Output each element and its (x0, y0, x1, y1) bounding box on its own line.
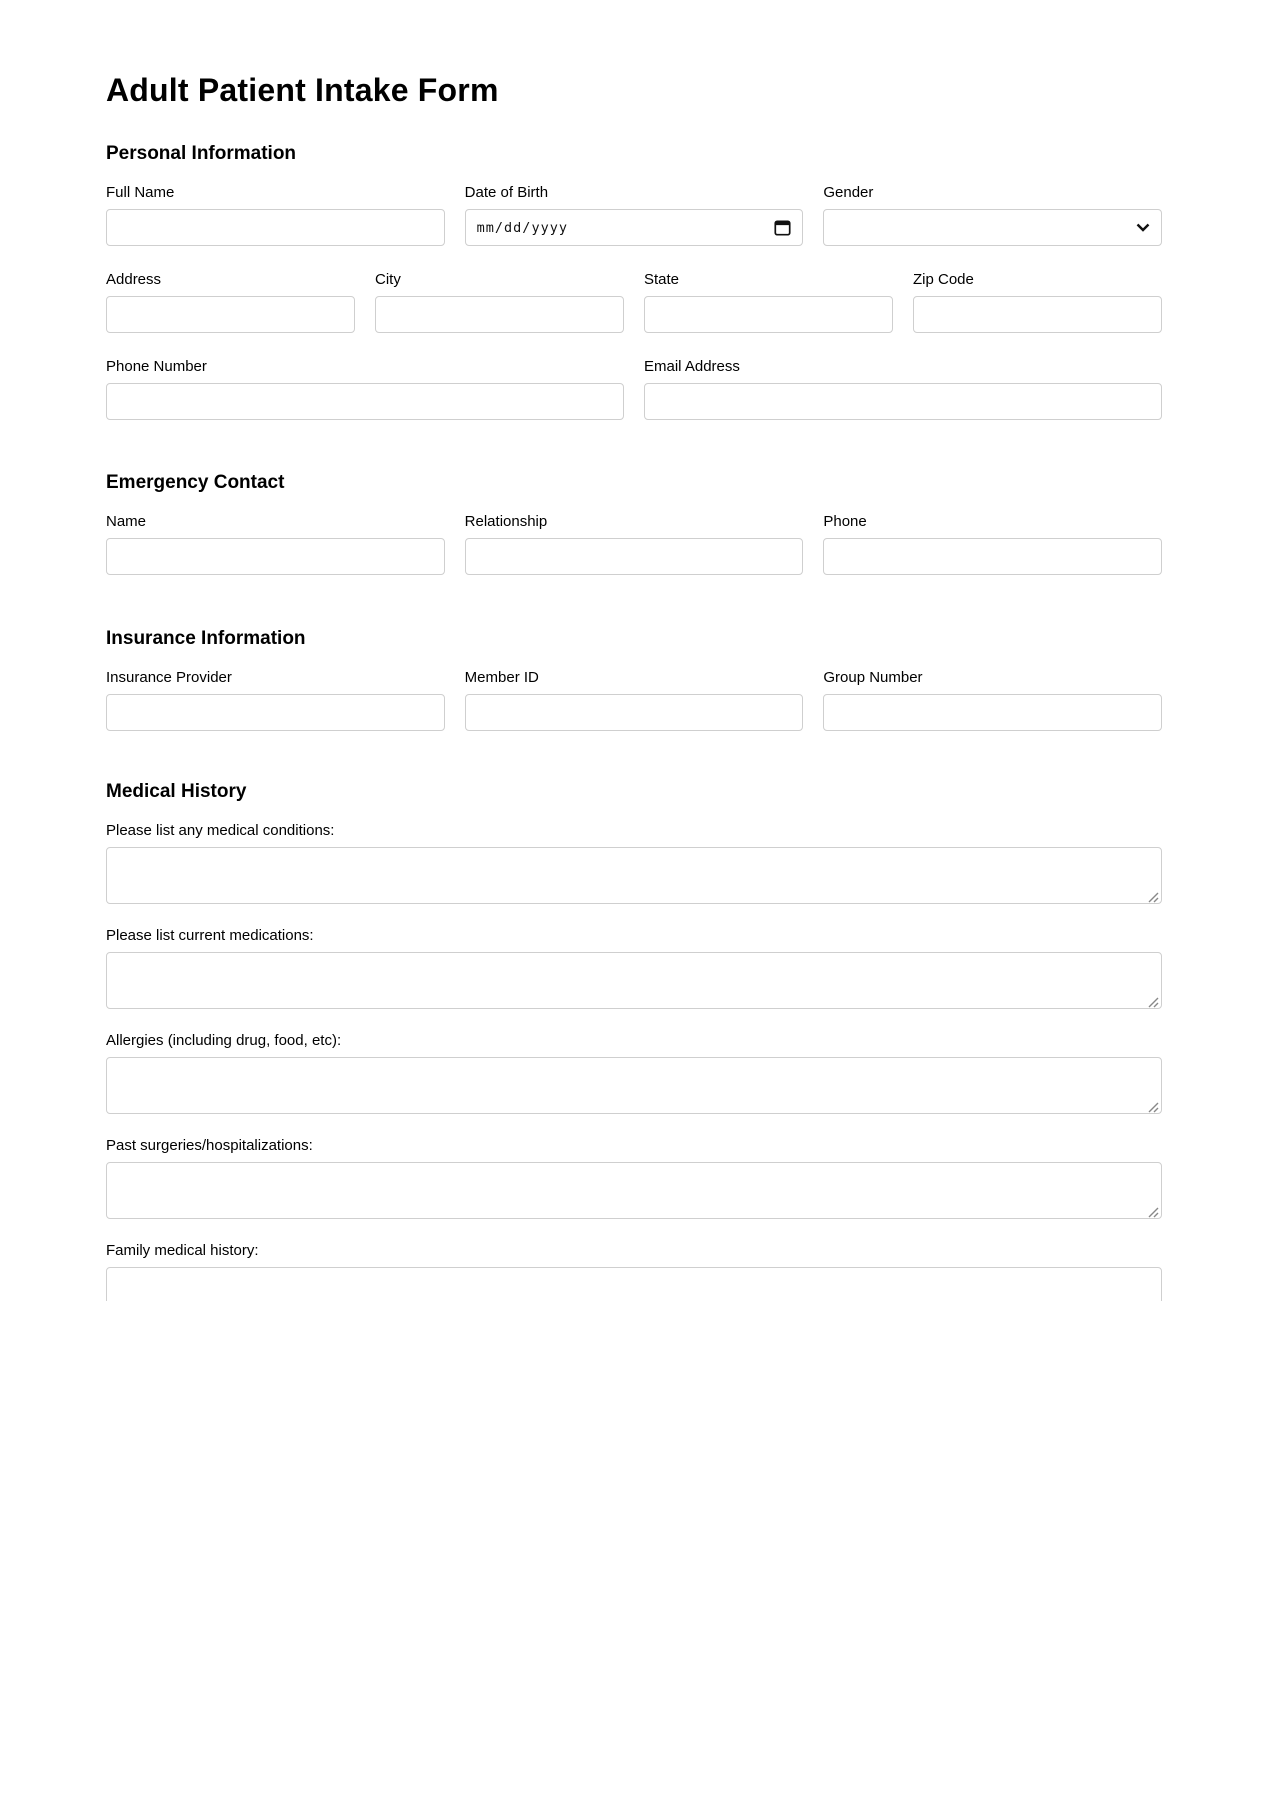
intake-form (106, 0, 1162, 1301)
state-field-group (644, 271, 893, 333)
family-history-textarea[interactable] (106, 1267, 1162, 1301)
phone-field-group (106, 358, 624, 420)
email-field-group (644, 358, 1162, 420)
state-label: State (644, 271, 680, 288)
family-history-group (106, 1267, 1162, 1301)
emergency-name-label: Name (106, 513, 147, 530)
zip-input[interactable] (913, 296, 1162, 333)
insurance-provider-input[interactable] (106, 694, 445, 731)
group-number-label: Group Number (823, 669, 923, 686)
zip-label: Zip Code (913, 271, 974, 288)
emergency-phone-label: Phone (823, 513, 867, 530)
state-input[interactable] (644, 296, 893, 333)
city-field-group (375, 271, 624, 333)
current-medications-label: Please list current medications: (106, 927, 314, 944)
emergency-phone-field-group (823, 513, 1162, 575)
past-surgeries-group (106, 1162, 1162, 1219)
zip-field-group (913, 271, 1162, 333)
insurance-provider-label: Insurance Provider (106, 669, 232, 686)
past-surgeries-label: Past surgeries/hospitalizations: (106, 1137, 313, 1154)
personal-row-2 (106, 271, 1162, 333)
calendar-icon[interactable] (774, 219, 791, 236)
chevron-down-icon (1136, 223, 1150, 232)
past-surgeries-textarea[interactable] (106, 1162, 1162, 1219)
page-title: Adult Patient Intake Form (106, 72, 499, 108)
emergency-name-input[interactable] (106, 538, 445, 575)
dob-field-group (465, 184, 804, 246)
emergency-relationship-input[interactable] (465, 538, 804, 575)
emergency-phone-input[interactable] (823, 538, 1162, 575)
emergency-relationship-label: Relationship (464, 513, 548, 530)
allergies-textarea[interactable] (106, 1057, 1162, 1114)
medical-conditions-group (106, 847, 1162, 904)
group-number-input[interactable] (823, 694, 1162, 731)
dob-input[interactable] (465, 209, 804, 246)
medical-conditions-textarea[interactable] (106, 847, 1162, 904)
email-input[interactable] (644, 383, 1162, 420)
current-medications-textarea[interactable] (106, 952, 1162, 1009)
medical-conditions-label: Please list any medical conditions: (106, 822, 335, 839)
full-name-input[interactable] (106, 209, 445, 246)
section-heading-personal-information: Personal Information (106, 143, 297, 164)
family-history-label: Family medical history: (106, 1242, 259, 1259)
gender-field-group (823, 184, 1162, 246)
full-name-field-group (106, 184, 445, 246)
member-id-input[interactable] (465, 694, 804, 731)
city-input[interactable] (375, 296, 624, 333)
address-label: Address (106, 271, 162, 288)
dob-label: Date of Birth (464, 184, 549, 201)
section-heading-medical-history: Medical History (106, 781, 247, 802)
personal-row-3 (106, 358, 1162, 420)
address-input[interactable] (106, 296, 355, 333)
insurance-row (106, 669, 1162, 731)
full-name-label: Full Name (106, 184, 175, 201)
section-heading-insurance-information: Insurance Information (106, 628, 306, 649)
email-label: Email Address (644, 358, 740, 375)
personal-row-1 (106, 184, 1162, 246)
dob-placeholder: mm/dd/yyyy (476, 219, 568, 236)
phone-label: Phone Number (106, 358, 207, 375)
insurance-provider-field-group (106, 669, 445, 731)
group-number-field-group (823, 669, 1162, 731)
emergency-row (106, 513, 1162, 575)
phone-input[interactable] (106, 383, 624, 420)
section-heading-emergency-contact: Emergency Contact (106, 472, 285, 493)
gender-label: Gender (823, 184, 874, 201)
emergency-relationship-field-group (465, 513, 804, 575)
emergency-name-field-group (106, 513, 445, 575)
current-medications-group (106, 952, 1162, 1009)
member-id-label: Member ID (464, 669, 539, 686)
city-label: City (375, 271, 401, 288)
member-id-field-group (465, 669, 804, 731)
allergies-label: Allergies (including drug, food, etc): (106, 1032, 342, 1049)
address-field-group (106, 271, 355, 333)
allergies-group (106, 1057, 1162, 1114)
gender-select[interactable] (823, 209, 1162, 246)
